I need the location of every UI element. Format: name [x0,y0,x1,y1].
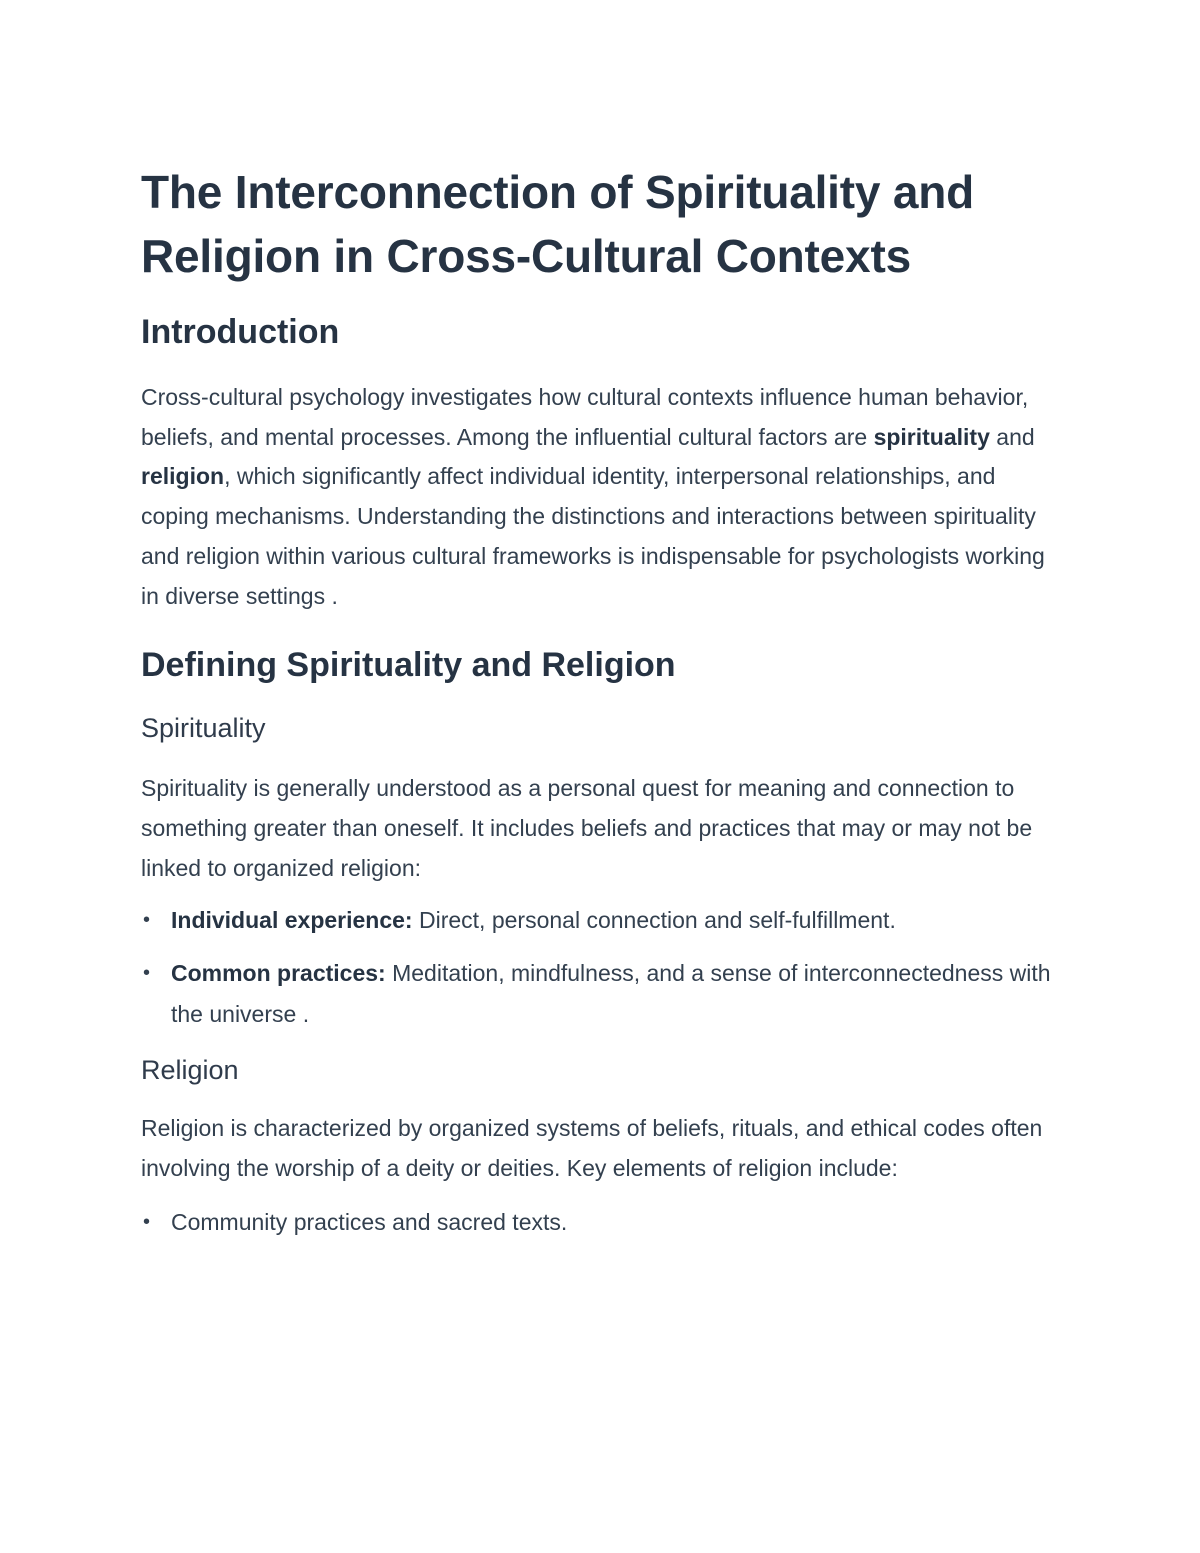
list-item-text: Direct, personal connection and self-fulfillment. [412,907,896,934]
list-item-text: Community practices and sacred texts. [171,1208,568,1235]
spirituality-list [141,900,1061,1035]
introduction-paragraph [141,378,1061,616]
list-item-text: Meditation, mindfulness, and a sense of interconnectedness with the universe . [171,960,1051,1028]
intro-bold-spirituality: spirituality [873,423,990,450]
list-item [141,953,1061,1035]
religion-list [141,1202,1061,1243]
subheading-spirituality: Spirituality [141,713,266,744]
list-item-label: Individual experience: [171,907,413,934]
subheading-religion: Religion [141,1055,239,1086]
document-page [141,160,1061,1243]
intro-text-3: , which significantly affect individual identity, interpersonal relationships, and coping mechanisms. Understanding the distinctions and interactions between spirituality and religion within various cultural frameworks is indispensable for psychologists working in diverse settings . [141,463,1045,609]
list-item-label: Common practices: [171,960,386,987]
intro-text-2: and [989,423,1035,450]
bullet-icon: • [143,962,151,985]
list-item [141,1202,1061,1243]
section-heading-defining: Defining Spirituality and Religion [141,646,676,685]
bullet-icon: • [143,1210,151,1233]
intro-text-1: Cross-cultural psychology investigates how cultural contexts influence human behavior, beliefs, and mental processes. Among the influential cultural factors are [141,384,1029,450]
list-item [141,900,1061,941]
religion-paragraph: Religion is characterized by organized systems of beliefs, rituals, and ethical codes often involving the worship of a deity or deities. Key elements of religion include: [141,1115,1043,1182]
bullet-icon: • [143,909,151,932]
document-title: The Interconnection of Spirituality and Religion in Cross-Cultural Contexts [141,166,975,282]
intro-bold-religion: religion [141,463,225,490]
spirituality-paragraph: Spirituality is generally understood as a personal quest for meaning and connection to something greater than oneself. It includes beliefs and practices that may or may not be linked to organized religion: [141,775,1033,881]
section-heading-introduction: Introduction [141,313,340,351]
